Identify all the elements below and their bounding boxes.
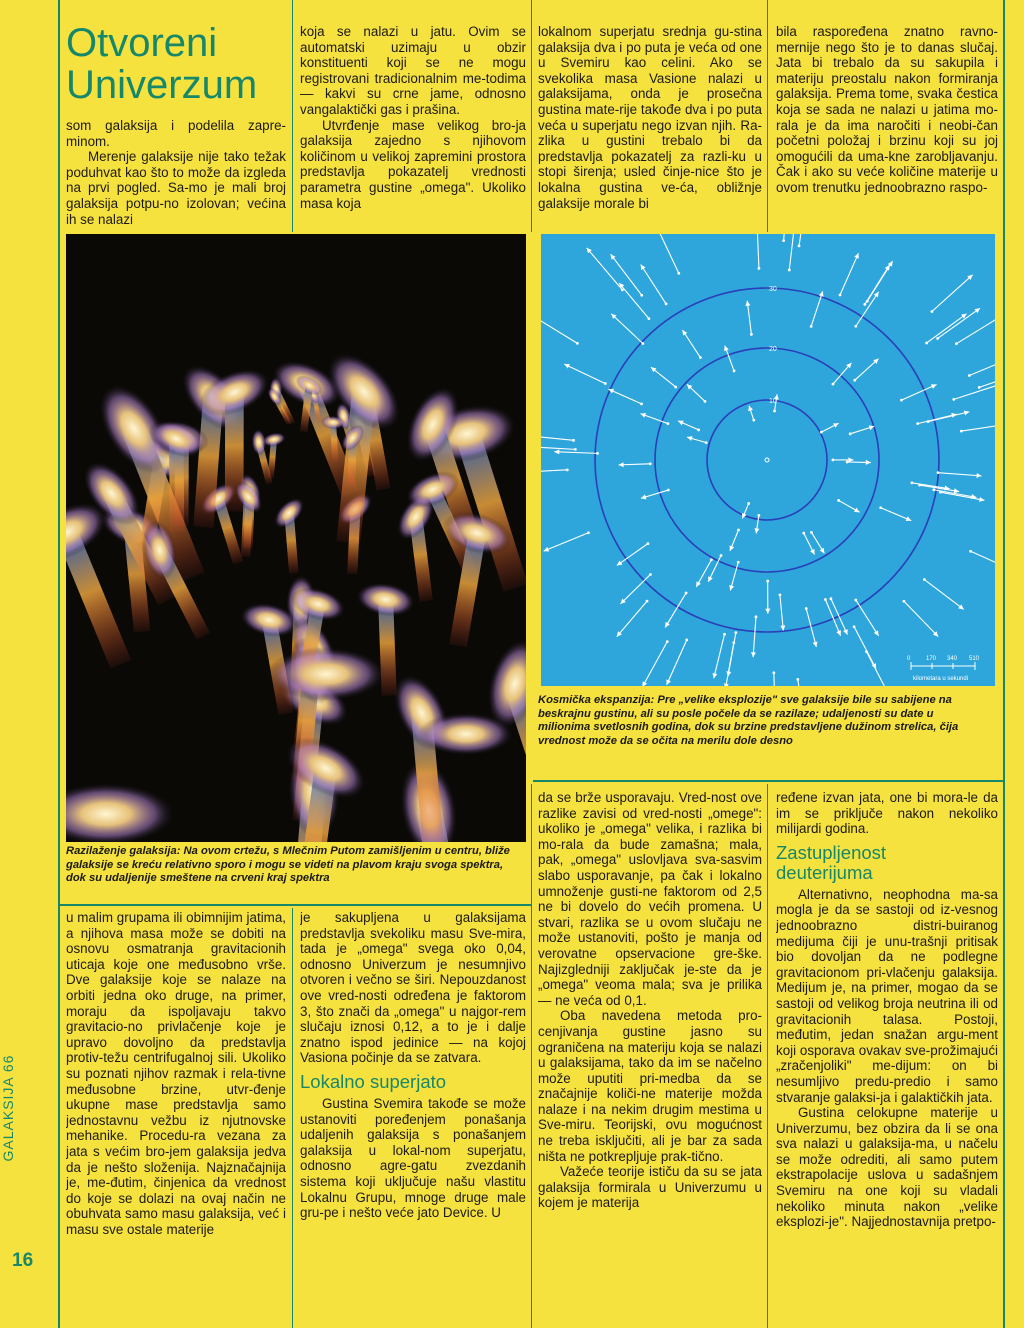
spiral-galaxy (418, 712, 514, 755)
galaxy-dot (839, 294, 842, 297)
galaxy-dot (596, 452, 599, 455)
galaxy-dot (734, 631, 737, 634)
velocity-scale (907, 656, 980, 682)
galaxy-dot (720, 554, 723, 557)
velocity-arrow (774, 673, 776, 686)
velocity-arrow (611, 314, 643, 344)
expansion-artwork (541, 234, 995, 686)
galaxy-dot (755, 615, 758, 618)
arrow-head (751, 652, 756, 657)
column-2-top (300, 24, 526, 232)
galaxy-dot (641, 342, 644, 345)
column-rule-1 (292, 0, 293, 232)
velocity-arrow (667, 640, 687, 685)
paragraph: Važeće teorije ističu da su se jata galaksija formirala u Univerzumu u kojem je materija (538, 1164, 762, 1211)
arrow-head (954, 488, 959, 493)
scale-tick-label: 0 (907, 656, 911, 662)
column-rule-b2 (531, 784, 532, 1328)
column-4-top (776, 24, 998, 232)
galaxy-dot (704, 400, 707, 403)
galaxy-dot (576, 342, 579, 345)
paragraph: Gustina celokupne materije u Univerzumu, bez obzira da li se ona sva nalazi u galaksija-ma, u načelu se može odrediti, ali samo putem ekstrapolacije uslova u sadašnjem Svemiru na one koji su vladali nekoliko minuta nakon „velike eksplozi-je". Najjednostavnija pretpo- (776, 1105, 998, 1230)
galaxy-dot (939, 491, 942, 494)
galaxy-dot (699, 356, 702, 359)
galaxy-dot (665, 302, 668, 305)
galaxy-dot (666, 422, 669, 425)
arrow-head (748, 406, 753, 412)
galaxy-dot (930, 310, 933, 313)
galaxy-dot (677, 272, 680, 275)
distance-ring (707, 400, 827, 520)
arrow-head (619, 462, 624, 467)
velocity-arrow (811, 291, 823, 326)
velocity-arrow (541, 447, 575, 450)
velocity-arrow (956, 315, 995, 344)
velocity-arrow (938, 473, 982, 476)
velocity-arrow (617, 544, 648, 566)
spiral-galaxy (266, 647, 386, 701)
velocity-arrow (617, 601, 647, 637)
velocity-arrow (753, 617, 756, 657)
velocity-arrow (799, 234, 807, 246)
subheading-zastupljenost-deuterijuma (776, 843, 998, 883)
galaxy-dot (750, 333, 753, 336)
paragraph: Oba navedena metoda pro-cenjivanja gustine jasno su ograničena na materiju koja se nalazi u galaksijama, tako da im se načelno može uputiti pri-medba da se značajnije količi-ne materije možda nalaze i na nekim drugim mestima u Sve-miru. Teorijski, ovu mogućnost ne treba isključiti, ali je bar za sada ništa ne potkrepljuje prak-tično. (538, 1008, 762, 1164)
arrow-head (866, 460, 871, 465)
velocity-arrow (825, 600, 840, 636)
caption-lead: Razilaženje galaksija: (66, 845, 181, 857)
galaxy-dot (685, 638, 688, 641)
velocity-arrow (541, 435, 574, 440)
galaxy-dot (647, 542, 650, 545)
galaxy-dot (846, 461, 849, 464)
paragraph: Alternativno, neophodna ma-sa mogla je da se sastoji od iz-vesnog jednoobrazno distri-buiranog medijuma čiji je unu-trašnji pritisak bio dovoljan da ne podlegne gravitacionom pri-vlačenju galaksija. Medijum je, na primer, mogao da se sastoji od velikog broja neutrina ili od gravitacionih talasa. Postoji, međutim, jedan snažan argu-ment koji osporava ovakav sve-prožimajući „zračenjoliki" me-dijum: on bi nesumljivo predu-predio i samo stvaranje galaksi-ja i galaktičkih jata. (776, 886, 998, 1105)
galaxy-dot (960, 430, 963, 433)
galaxy-dot (969, 550, 972, 553)
caption-lead: Kosmička ekspanzija: (538, 694, 655, 706)
velocity-arrow (642, 642, 667, 686)
velocity-arrow (971, 551, 995, 574)
galaxy-dot (918, 484, 921, 487)
galaxy-dot (574, 448, 577, 451)
velocity-arrow (747, 301, 751, 335)
galaxy-dot (923, 578, 926, 581)
velocity-arrow (867, 261, 892, 301)
column-1-bottom (66, 910, 286, 1280)
galaxy-dot (900, 399, 903, 402)
paragraph: u malim grupama ili obimnijim jatima, a njihova masa može se dobiti na osnovu osmatranja gravitacionih uticaja koje one međusobno vrše. Dve galaksije koje se nalaze na orbiti jedna oko druge, na primer, moraju da ispoljavaju takvo gravitacio-no privlačenje koje je upravo dovoljno da predstavlja protiv-težu centrifugalnoj sili. Ukoliko su poznati njihov razmak i rela-tivne međusobne brzine, utvr-đenje ukupne mase predstavlja samo jednostavnu vežbu iz njutnovske mehanike. Procedu-ra vezana za jata s većim bro-jem galaksija jedva da je nešto složenija. Najznačajnija je, me-đutim, činjenica da vrednost do koje se dolazi na ovaj način ne obuhvata samo masu galaksija, već i masu sve ostale materije (66, 910, 286, 1237)
galaxy-dot (910, 481, 913, 484)
arrow-head (979, 497, 984, 502)
expansion-caption (538, 694, 962, 748)
ring-label: 30 (769, 286, 777, 293)
caption-text: Na ovom crtežu, s Mlečnim Putom zamišljenim u centru, bliže galaksije se kreću relativno sporo i mogu se videti na plavom kraju svoga spektra, dok su udaljenije smeštene na crveni kraj spektra (66, 845, 510, 885)
velocity-arrow (927, 314, 967, 343)
galaxy-dot (737, 561, 740, 564)
galaxy-dot (832, 459, 835, 462)
galaxy-dot (829, 597, 832, 600)
velocity-arrow (969, 355, 995, 376)
galaxy-dot (766, 580, 769, 583)
arrow-head (976, 473, 981, 478)
galaxy-dot (853, 379, 856, 382)
velocity-arrow (554, 452, 597, 454)
paragraph: da se brže usporavaju. Vred-nost ove razlike zavisi od vred-nosti „omege": ukoliko je „omega" velika, i razlika bi mo-rala da bude zamašna; mala, pak, „omega" uslovljava sva-sasvim slabo usporavanje, pa čak i lokalno umnoženje gusti-ne faktorom od 2,5 ne bi dovelo do većih promena. U stvari, razlika se u ovom slučaju ne može ustanoviti, pošto je manja od verovatne opservacione gre-ške. Najizgledniji zaključak je-ste da je „omega" veoma mala; sva je prilika — ne veća od 0,1. (538, 790, 762, 1008)
velocity-arrow (901, 385, 936, 401)
velocity-arrow (924, 580, 963, 610)
column-2-bottom (300, 910, 526, 1278)
velocity-arrow (856, 600, 879, 636)
column-rule-2 (531, 0, 532, 232)
galaxy-dot (666, 640, 669, 643)
arrow-head (780, 625, 785, 630)
galaxy-dot (798, 244, 801, 247)
galaxy-dot (955, 342, 958, 345)
galaxy-dot (640, 402, 643, 405)
galaxy-dot (647, 317, 650, 320)
caption-rule-left (60, 904, 532, 906)
galaxy-dot (587, 531, 590, 534)
galaxy-dot (824, 598, 827, 601)
magazine-side-label: GALAKSIJA 66 (0, 1054, 16, 1162)
velocity-arrow (831, 599, 848, 635)
galaxy-dot (649, 462, 652, 465)
arrow-head (765, 609, 770, 614)
velocity-arrow (657, 234, 679, 273)
column-1-top (66, 118, 286, 232)
galaxy-dot (674, 386, 677, 389)
paragraph: ređene izvan jata, one bi mora-le da im se priključe nakon nekoliko milijardi godina. (776, 790, 998, 837)
velocity-arrow (714, 634, 725, 678)
article-title (66, 22, 286, 106)
galaxy-dot (566, 468, 569, 471)
velocity-arrow (789, 234, 795, 270)
velocity-arrow (757, 234, 759, 268)
galaxy-dot (757, 514, 760, 517)
velocity-arrow (544, 533, 589, 551)
arrow-head (682, 330, 687, 336)
galaxy-dot (968, 374, 971, 377)
velocity-arrow (725, 643, 733, 686)
galaxy-dot (685, 592, 688, 595)
column-4-bottom (776, 790, 998, 1280)
velocity-arrow (541, 470, 567, 472)
galaxy-dot (978, 386, 981, 389)
velocity-arrow (608, 389, 641, 404)
expansion-diagram (541, 234, 995, 686)
arrow-head (554, 449, 559, 454)
velocity-arrow (940, 492, 984, 500)
galaxy-dot (932, 488, 935, 491)
subheading-line: Zastupljenost (776, 841, 887, 863)
galaxy-dot (747, 502, 750, 505)
velocity-arrow (912, 483, 950, 489)
galaxy-dot (572, 439, 575, 442)
galaxy-dot (772, 671, 775, 674)
velocity-arrow (854, 627, 876, 669)
arrow-head (617, 561, 623, 566)
galaxy-dot (805, 607, 808, 610)
galaxy-dot (773, 410, 776, 413)
velocity-arrow (932, 275, 973, 312)
galaxy-dot (937, 471, 940, 474)
scale-tick-label: 170 (926, 656, 937, 662)
galaxy-dot (879, 506, 882, 509)
velocity-arrow (587, 248, 623, 290)
galaxy-dot (863, 303, 866, 306)
velocity-arrow (620, 574, 650, 603)
galaxy-dot (810, 531, 813, 534)
velocity-arrow (961, 424, 995, 431)
paragraph: Gustina Svemira takođe se može ustanoviti poređenjem ponašanja udaljenih galaksija s ponašanjem galaksija u lokal-nom superjatu, odnosno agre-gatu zvezdanih sistema koji uključuje našu vlastitu Lokalnu Grupu, mnoge druge male gru-pe i nešto veće jato Device. U (300, 1095, 526, 1221)
paragraph: bila raspoređena znatno ravno-mernije nego što je to danas slučaj. Jata bi trebalo da su sakupila i materiju preostalu nakon formiranja galaksija. Prema tome, svaka čestica koja se sada ne nalazi u jatima mo-rala je da ima naročiti i neobi-čan početni položaj i brzinu koji su joj omogućili da uma-kne zarobljavanju. Čak i ako su veće količine materije u ovom trenutku jednoobrazno raspo- (776, 24, 998, 195)
galaxy-dot (646, 600, 649, 603)
velocity-arrow (619, 283, 649, 319)
page-number: 16 (12, 1250, 34, 1271)
velocity-arrow (564, 364, 605, 383)
paragraph: Utvrđenje mase velikog bro-ja galaksija zajedno s njihovom količinom u velikoj zapremini prostora predstavlja pokazatelj vrednosti parametra gustine „omega". Ukoliko masa koja (300, 117, 526, 211)
caption-text: Pre „velike eksplozije" sve galaksije bile su sabijene na beskrajnu gustinu, ali su posle počele da se razilaze; udaljenosti su date u milionima svetlosnih godina, dok su brzine predstavljene dužinom strelica, čija vrednost može da se očita na merilu dole desno (538, 694, 959, 747)
velocity-arrow (954, 384, 995, 399)
paragraph: Merenje galaksije nije tako težak poduhvat kao što to može da izgleda na prvi pogled. Sa-mo je mali broj galaksija potpu-no izolovan; većina ih se nalazi (66, 149, 286, 227)
galaxy-dot (640, 294, 643, 297)
galaxy-dot (758, 267, 761, 270)
velocity-arrow (780, 595, 783, 631)
galaxy-dot (903, 600, 906, 603)
column-3-top (538, 24, 762, 232)
right-margin-rule (1003, 0, 1005, 1328)
galaxy-dot (853, 625, 856, 628)
galaxy-dot (927, 420, 930, 423)
galaxy-dot (810, 325, 813, 328)
galaxy-dot (854, 325, 857, 328)
galaxy-dot (649, 573, 652, 576)
velocity-arrow (840, 253, 858, 295)
galaxy-dot (621, 288, 624, 291)
velocity-arrow (541, 315, 577, 344)
galaxy-dot (782, 239, 785, 242)
velocity-arrow (938, 308, 980, 338)
arrow-head (964, 410, 969, 415)
column-rule-3 (767, 0, 768, 232)
galaxy-shape (353, 578, 418, 620)
galaxy-dot (752, 419, 755, 422)
ring-label: 10 (769, 398, 777, 405)
velocity-arrow (904, 601, 938, 636)
paragraph: lokalnom superjatu srednja gu-stina galaksija dva i po puta je veća od one u Svemiru kao celini. Ako se svekolika masa Vasione nalazi u galaksijama, onda je prosečna gustina mate-rije takođe dva i po puta veća u superjatu nego izvan njih. Ra-zlika u gustini trebalo bi da predstavlja pokazatelj za razli-ku u stopi širenja; usled činje-nice što je lokalna gustina ve-ća, obližnje galaksije morale bi (538, 24, 762, 211)
scale-tick-label: 340 (947, 656, 958, 662)
galaxy-dot (916, 422, 919, 425)
arrow-head (611, 254, 616, 259)
velocity-arrow (979, 369, 995, 387)
galaxy-dot (802, 532, 805, 535)
galaxy-dot (723, 633, 726, 636)
paragraph: je sakupljena u galaksijama predstavlja svekoliku masu Sve-mira, tada je „omega" svega oko 0,04, odnosno Univerzum je nesumnjivo otvoren i večno se širi. Nepouzdanost ove vred-nosti određena je faktorom 3, što znači da „omega" u najgor-rem slučaju iznosi 0,12, a to je i dalje znatno ispod jedinice — na kojoj Vasiona počinje da se zatvara. (300, 910, 526, 1066)
arrow-head (874, 292, 879, 298)
galaxy-dot (832, 383, 835, 386)
galaxy-dot (866, 300, 869, 303)
galaxy-dot (710, 558, 713, 561)
scale-unit-label: kilometara u sekundi (913, 676, 969, 682)
velocity-arrow (798, 679, 806, 686)
arrow-head (813, 642, 818, 647)
galaxy-dot (820, 431, 823, 434)
galaxies-caption (66, 845, 522, 886)
column-rule-b3 (767, 784, 768, 1328)
spiral-galaxy (66, 783, 176, 843)
caption-rule-right (533, 780, 1003, 782)
galaxy-dot (849, 432, 852, 435)
galaxy-dot (925, 342, 928, 345)
galaxy-dot (733, 369, 736, 372)
column-3-bottom (538, 790, 762, 1278)
milky-way-center (765, 458, 769, 462)
title-line-1: Otvoreni (66, 21, 218, 65)
galaxy-dot (837, 499, 840, 502)
column-rule-b1 (292, 908, 293, 1328)
galaxy-dot (952, 398, 955, 401)
left-margin-rule (58, 0, 60, 1328)
galaxy-dot (737, 529, 740, 532)
title-line-2: Univerzum (66, 63, 258, 107)
velocity-arrow (611, 254, 642, 295)
scale-tick-label: 510 (969, 656, 980, 662)
galaxy-dot (779, 594, 782, 597)
galaxy-dot (705, 441, 708, 444)
galaxy-dot (604, 382, 607, 385)
galaxy-dot (854, 599, 857, 602)
galaxy-dot (788, 269, 791, 272)
galaxy-dot (667, 489, 670, 492)
galaxy-dot (936, 337, 939, 340)
paragraph: koja se nalazi u jatu. Ovim se automatski uzimaju u obzir konstituenti koji se ne mogu registrovani tradicionalnim me-todima — kakvi su crne jame, odnosno vangalaktički gas i prašina. (300, 24, 526, 117)
arrow-head (958, 604, 963, 609)
arrow-head (754, 528, 759, 533)
arrow-head (712, 673, 717, 678)
subheading-line: deuterijuma (776, 861, 873, 883)
galaxy-dot (697, 429, 700, 432)
galaxies-illustration (66, 234, 526, 842)
ring-label: 20 (769, 346, 777, 353)
subheading-lokalno-superjato: Lokalno superjato (300, 1070, 447, 1092)
arrow-head (975, 308, 981, 313)
galaxy-dot (732, 641, 735, 644)
paragraph: som galaksija i podelila zapre-minom. (66, 118, 286, 149)
galaxies-artwork (66, 234, 526, 842)
galaxy-dot (796, 678, 799, 681)
velocity-arrow (641, 265, 666, 304)
